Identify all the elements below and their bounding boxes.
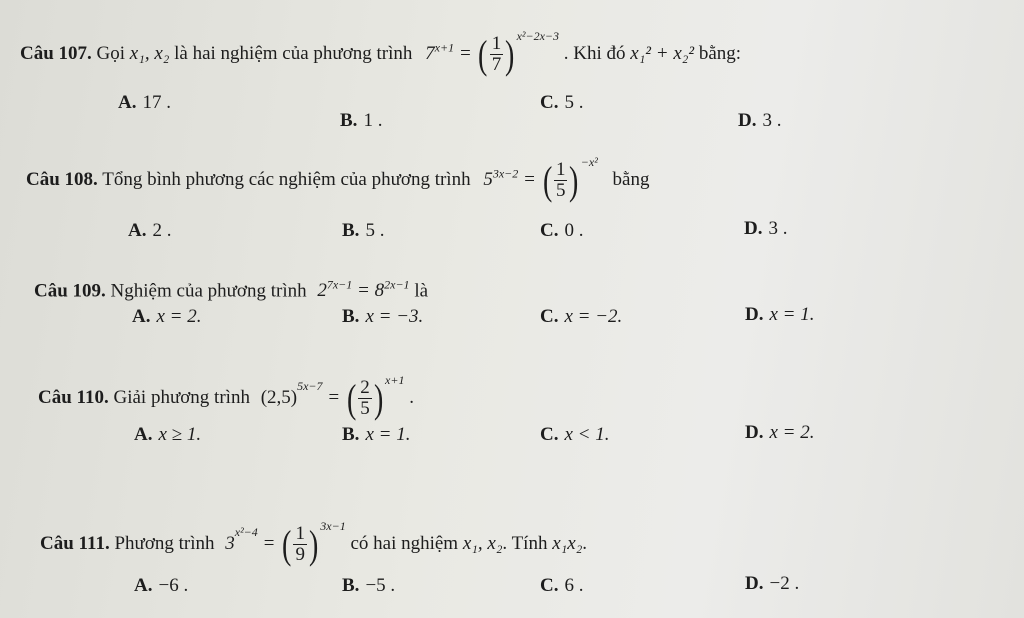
stem-text: bằng: bbox=[698, 42, 742, 64]
question-111-stem bbox=[40, 518, 588, 567]
equation: $3^{x^2-4}$ = ( $\frac{1}{9}$ ) $^{3x-1}$ bbox=[225, 518, 346, 567]
stem-text: . Tính bbox=[502, 532, 548, 554]
option-d[interactable]: D. x = 1. bbox=[745, 304, 815, 325]
equation: $2^{7x-1} = 8^{2x-1}$ bbox=[317, 278, 410, 302]
option-c[interactable]: C. x = −2. bbox=[540, 306, 623, 327]
question-number: Câu 107. bbox=[20, 42, 92, 64]
option-b[interactable]: B. 1 . bbox=[340, 110, 383, 131]
stem-text: . bbox=[582, 532, 588, 554]
question-109-stem bbox=[34, 278, 428, 302]
question-number: Câu 109. bbox=[34, 280, 106, 302]
option-d[interactable]: D. −2 . bbox=[745, 573, 800, 594]
expression: x₁² + x₂² bbox=[630, 42, 695, 64]
variables: x₁, x₂ bbox=[462, 532, 503, 554]
stem-text: là hai nghiệm của phương trình bbox=[174, 42, 413, 64]
option-a[interactable]: A. x ≥ 1. bbox=[134, 424, 202, 445]
variables: x₁, x₂ bbox=[129, 42, 170, 64]
question-number: Câu 110. bbox=[38, 386, 109, 408]
option-a[interactable]: A. 2 . bbox=[128, 220, 172, 241]
question-110-stem bbox=[38, 372, 414, 421]
stem-text: Gọi bbox=[96, 42, 126, 64]
question-number: Câu 111. bbox=[40, 532, 110, 554]
equation: $5^{3x-2}$ = ( $\frac{1}{5}$ ) $^{-x^2}$ bbox=[483, 154, 598, 203]
stem-text: Phương trình bbox=[114, 532, 215, 554]
stem-text: . bbox=[409, 386, 414, 408]
stem-text: Giải phương trình bbox=[113, 386, 250, 408]
option-b[interactable]: B. x = −3. bbox=[342, 306, 424, 327]
stem-text: Nghiệm của phương trình bbox=[110, 280, 307, 302]
stem-text: Tổng bình phương các nghiệm của phương trình bbox=[102, 168, 471, 190]
equation: $7^{x+1}$ = ( $\frac{1}{7}$ ) $^{x^2-2x-3}$ bbox=[425, 28, 560, 77]
stem-text: bằng bbox=[612, 168, 650, 190]
option-c[interactable]: C. 6 . bbox=[540, 575, 584, 596]
question-108-stem bbox=[26, 154, 650, 203]
stem-text: có hai nghiệm bbox=[350, 532, 459, 554]
product: x₁x₂ bbox=[552, 532, 583, 554]
option-a[interactable]: A. 17 . bbox=[118, 92, 171, 113]
stem-text: . Khi đó bbox=[563, 42, 626, 64]
stem-text: là bbox=[414, 280, 429, 302]
option-a[interactable]: A. −6 . bbox=[134, 575, 189, 596]
option-c[interactable]: C. x < 1. bbox=[540, 424, 610, 445]
option-d[interactable]: D. 3 . bbox=[744, 218, 788, 239]
question-107-stem bbox=[20, 28, 742, 77]
option-b[interactable]: B. x = 1. bbox=[342, 424, 411, 445]
option-b[interactable]: B. −5 . bbox=[342, 575, 396, 596]
equation: $(2,5)^{5x-7}$ = ( $\frac{2}{5}$ ) $^{x+1}$ bbox=[260, 372, 405, 421]
option-d[interactable]: D. x = 2. bbox=[745, 422, 815, 443]
option-d[interactable]: D. 3 . bbox=[738, 110, 782, 131]
question-number: Câu 108. bbox=[26, 168, 98, 190]
option-b[interactable]: B. 5 . bbox=[342, 220, 385, 241]
option-c[interactable]: C. 5 . bbox=[540, 92, 584, 113]
option-c[interactable]: C. 0 . bbox=[540, 220, 584, 241]
option-a[interactable]: A. x = 2. bbox=[132, 306, 202, 327]
